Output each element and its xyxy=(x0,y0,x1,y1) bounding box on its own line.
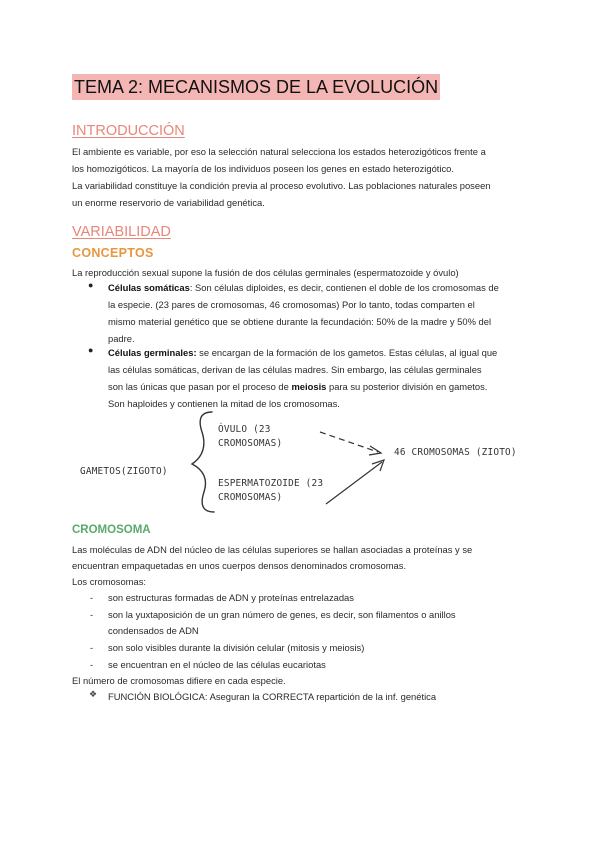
cromosomas-result-label: 46 CROMOSOMAS (ZIOTO) xyxy=(394,447,517,458)
bullet-dot-icon: ● xyxy=(88,280,94,290)
curly-brace-icon xyxy=(192,412,214,512)
conceptos-heading: CONCEPTOS xyxy=(72,246,154,260)
dashed-arrow-icon xyxy=(320,432,378,452)
dash-bullet-icon: - xyxy=(90,642,94,653)
somaticas-line: Células somáticas: Son células diploides, es decir, contienen el doble de los cromosomas de xyxy=(108,282,499,293)
germinales-line: las células somáticas, derivan de las células madres. Sin embargo, las células germinales xyxy=(108,364,482,375)
espermatozoide-label: ESPERMATOZOIDE (23 xyxy=(218,478,324,489)
list-item: son la yuxtaposición de un gran número de genes, es decir, son filamentos o anillos xyxy=(108,609,456,620)
arrow-icon xyxy=(326,462,382,504)
cromosoma-line: encuentran empaquetadas en unos cuerpos densos denominados cromosomas. xyxy=(72,560,407,571)
list-item: son solo visibles durante la división celular (mitosis y meiosis) xyxy=(108,642,365,653)
list-item: son estructuras formadas de ADN y proteínas entrelazadas xyxy=(108,592,354,603)
intro-heading: INTRODUCCIÓN xyxy=(72,123,185,139)
espermatozoide-label: CROMOSOMAS) xyxy=(218,492,283,503)
ovulo-label: CROMOSOMAS) xyxy=(218,438,283,449)
dash-bullet-icon: - xyxy=(90,592,94,603)
somaticas-line: la especie. (23 pares de cromosomas, 46 cromosomas) Por lo tanto, todas comparten el xyxy=(108,299,475,310)
gametos-label: GAMETOS(ZIGOTO) xyxy=(80,466,168,477)
funcion-biologica-line: FUNCIÓN BIOLÓGICA: Aseguran la CORRECTA repartición de la inf. genética xyxy=(108,691,437,702)
cromosoma-heading: CROMOSOMA xyxy=(72,524,151,536)
somaticas-line: mismo material genético que se obtiene durante la fecundación: 50% de la madre y 50% del xyxy=(108,316,492,327)
somaticas-line: padre. xyxy=(108,333,135,344)
intro-line: La variabilidad constituye la condición previa al proceso evolutivo. Las poblaciones naturales poseen xyxy=(72,180,491,191)
cromosoma-line: Las moléculas de ADN del núcleo de las células superiores se hallan asociadas a proteínas y se xyxy=(72,544,473,555)
diamond-bullet-icon: ❖ xyxy=(89,689,98,699)
variabilidad-heading: VARIABILIDAD xyxy=(72,224,171,240)
gametes-diagram xyxy=(0,400,600,520)
dash-bullet-icon: - xyxy=(90,659,94,670)
intro-line: un enorme reservorio de variabilidad genética. xyxy=(72,197,265,208)
germinales-line: Son haploides y contienen la mitad de los cromosomas. xyxy=(108,398,340,409)
bullet-dot-icon: ● xyxy=(88,345,94,355)
reproduccion-line: La reproducción sexual supone la fusión de dos células germinales (espermatozoide y óvulo) xyxy=(72,267,459,278)
intro-line: los homozigóticos. La mayoría de los individuos poseen los genes en estado heterozigótico. xyxy=(72,163,455,174)
dash-bullet-icon: - xyxy=(90,609,94,620)
germinales-line: Células germinales: se encargan de la formación de los gametos. Estas células, al igual que xyxy=(108,347,498,358)
cromosoma-line: El número de cromosomas difiere en cada especie. xyxy=(72,675,286,686)
germinales-line: son las únicas que pasan por el proceso de meiosis para su posterior división en gametos. xyxy=(108,381,488,392)
cromosoma-line: Los cromosomas: xyxy=(72,576,146,587)
ovulo-label: ÓVULO (23 xyxy=(218,424,271,435)
intro-line: El ambiente es variable, por eso la selección natural selecciona los estados heterozigóticos frente a xyxy=(72,146,486,157)
page-title: TEMA 2: MECANISMOS DE LA EVOLUCIÓN xyxy=(72,74,440,100)
list-item-continued: condensados de ADN xyxy=(108,625,199,636)
list-item: se encuentran en el núcleo de las células eucariotas xyxy=(108,659,326,670)
